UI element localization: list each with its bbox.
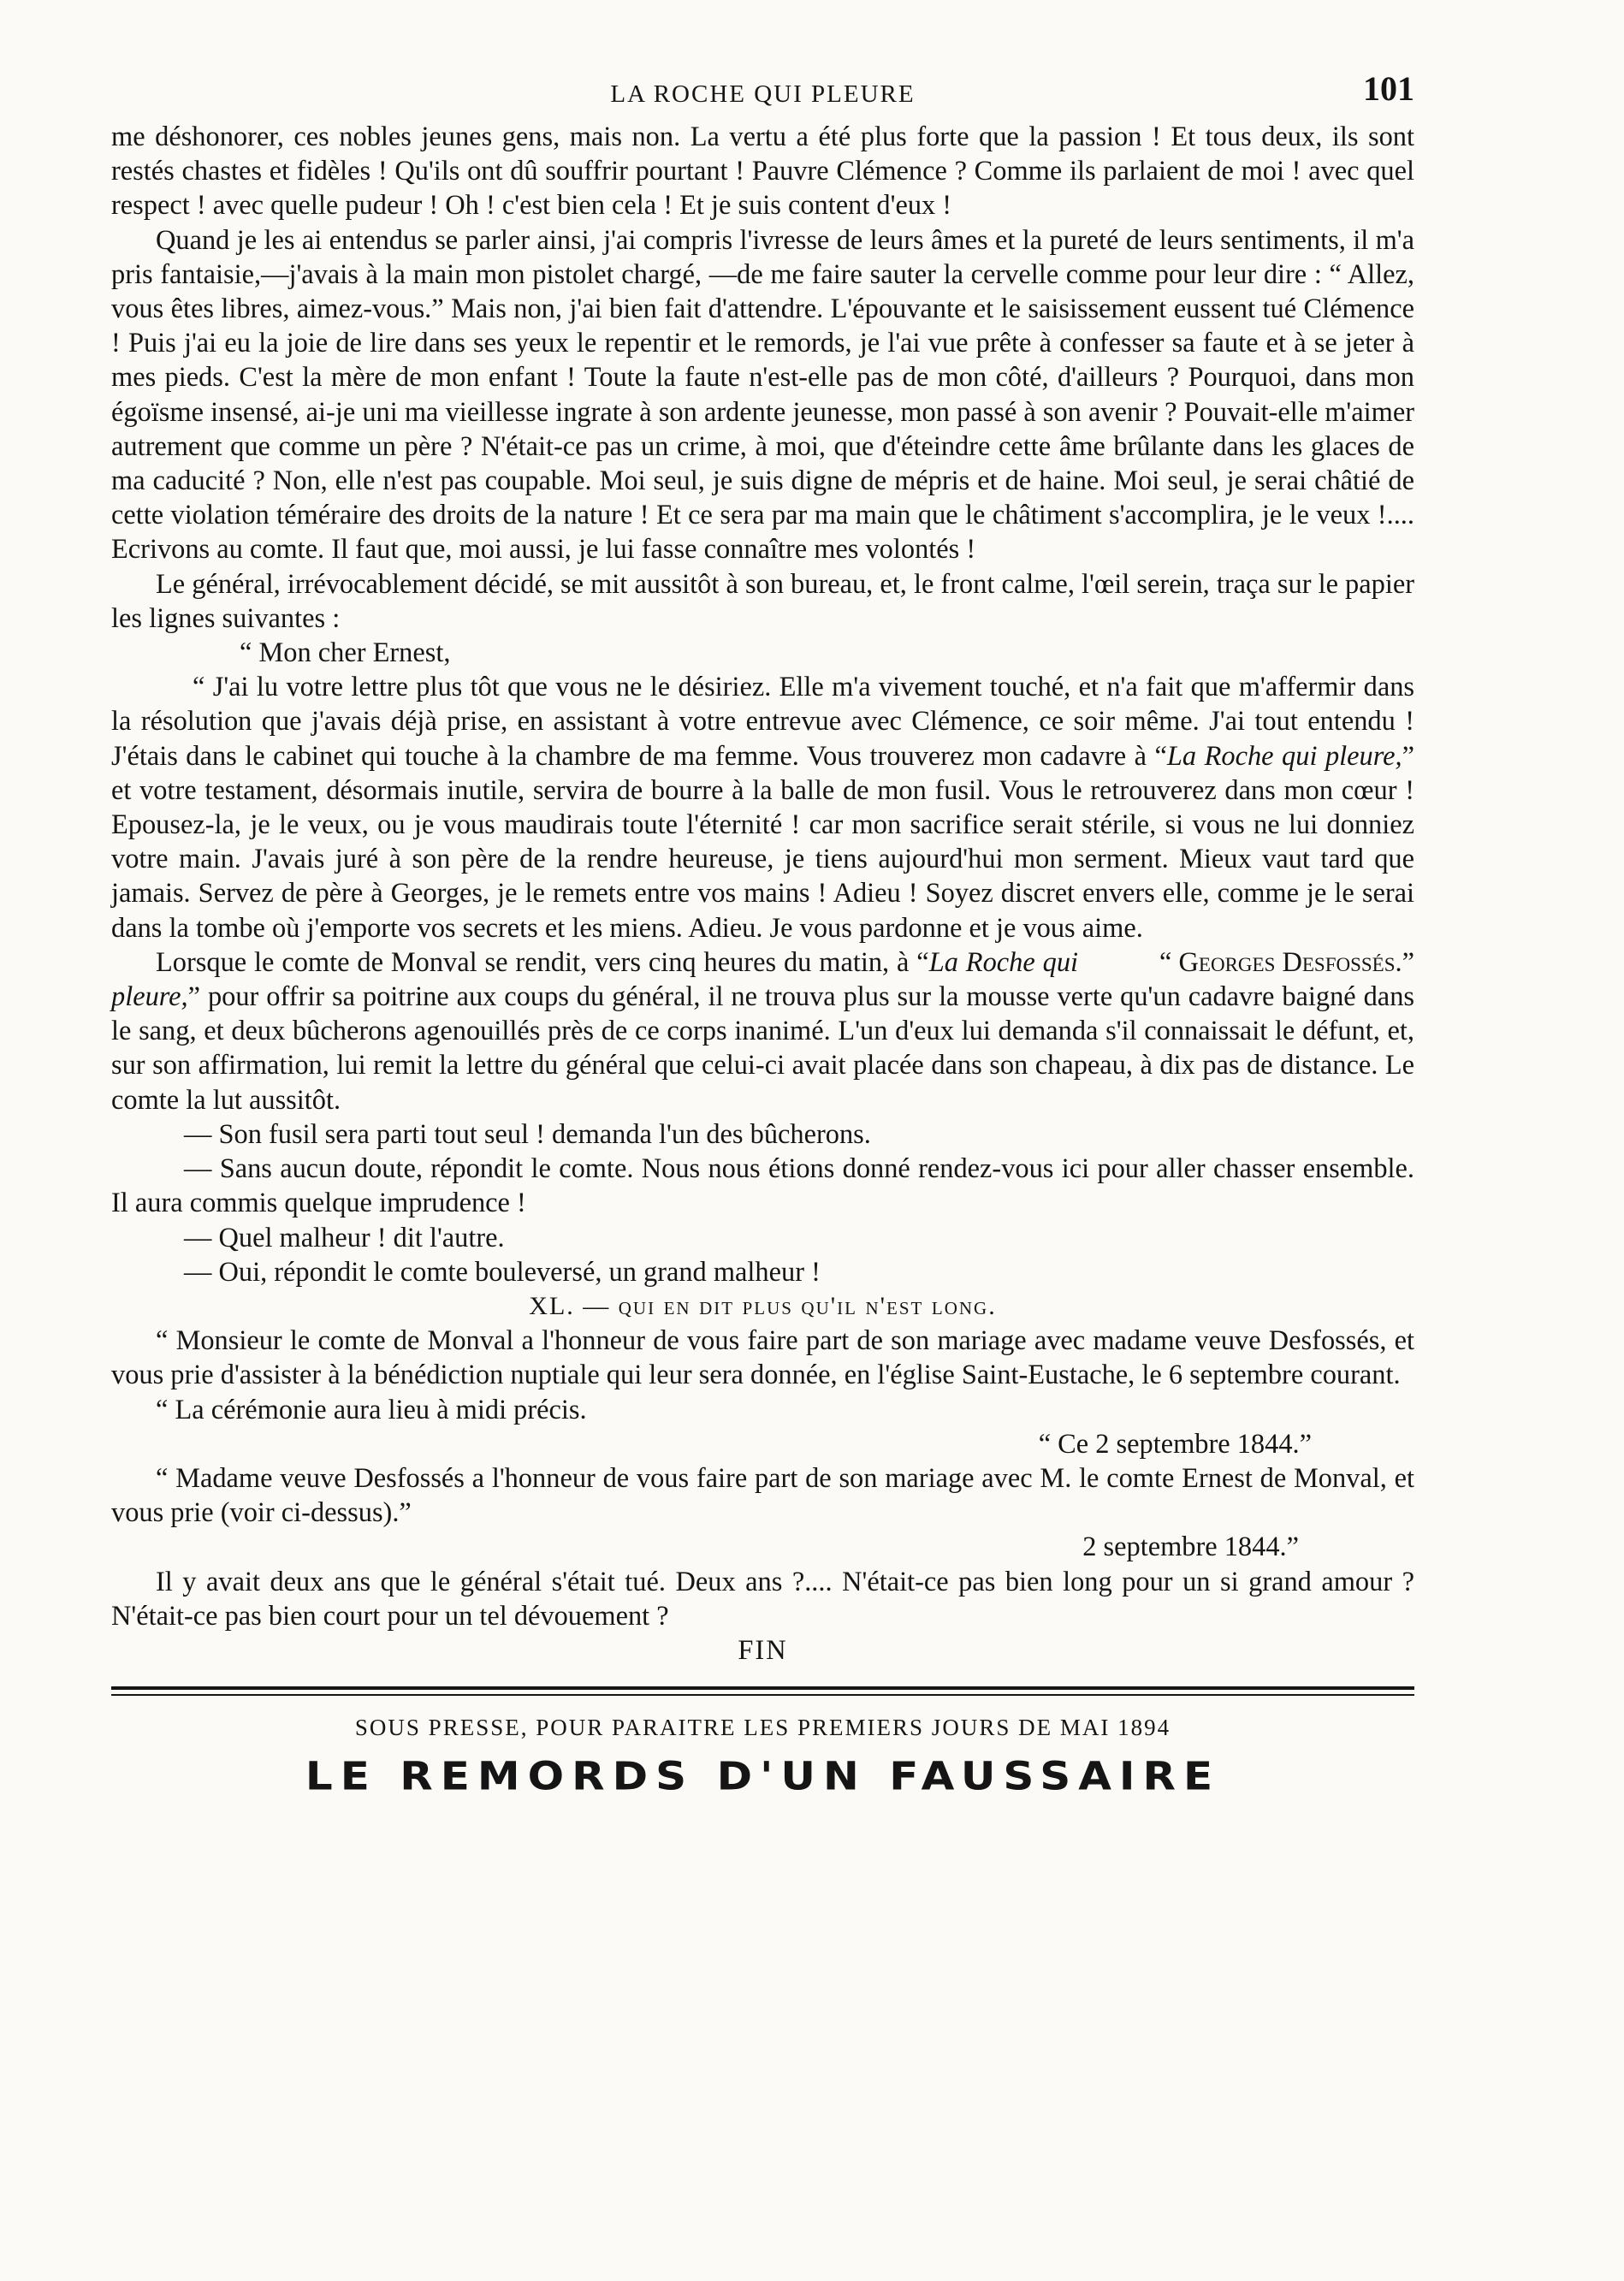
paragraph-3: Le général, irrévocablement décidé, se mit aussitôt à son bureau, et, le front calme, l'œil serein, traça sur le papier les lignes suivantes : <box>111 568 1414 634</box>
letter-text: “ J'ai lu votre lettre plus tôt que vous ne le désiriez. Elle m'a vivement touché, et n'a fait que m'affermir dans la résolution que j'avais déjà prise, en assistant à votre entrevue avec Clémence, ce soir même. J'ai tout entendu ! J'étais dans le cabinet qui touche à la chambre de ma femme. Vous trouverez mon cadavre à “ <box>111 672 1414 772</box>
dateline-2: 2 septembre 1844.” <box>1082 1532 1299 1563</box>
running-title: LA ROCHE QUI PLEURE <box>610 80 916 108</box>
announcement-1: “ Monsieur le comte de Monval a l'honneur de vous faire part de son mariage avec madame veuve Desfossés, et vous prie d'assister à la bénédiction nuptiale qui leur sera donnée, en l'église Saint-Eustache, le 6 septembre courant. <box>111 1325 1414 1391</box>
letter-signature: “ Georges Desfossés.” <box>1159 946 1414 978</box>
announcement-3: “ Madame veuve Desfossés a l'honneur de vous faire part de son mariage avec M. le comte Ernest de Monval, et vous prie (voir ci-dessus).” <box>111 1462 1414 1529</box>
closing-paragraph: Il y avait deux ans que le général s'était tué. Deux ans ?.... N'était-ce pas bien long pour un si grand amour ? N'était-ce pas bien court pour un tel dévouement ? <box>111 1566 1414 1632</box>
paragraph-4-place-name: La Roche qui pleure, <box>111 946 1079 1013</box>
double-rule-divider <box>111 1686 1414 1696</box>
dialogue-line-3: — Quel malheur ! dit l'autre. <box>184 1222 505 1253</box>
page-number: 101 <box>1363 69 1414 108</box>
next-book-title: LE REMORDS D'UN FAUSSAIRE <box>305 1754 1221 1799</box>
running-head <box>111 68 1414 120</box>
publication-announcement: SOUS PRESSE, POUR PARAITRE LES PREMIERS JOURS DE MAI 1894 <box>354 1715 1171 1741</box>
paragraph-4-end: ” pour offrir sa poitrine aux coups du général, il ne trouva plus sur la mousse verte qu'un cadavre baigné dans le sang, et deux bûcherons agenouillés près de ce corps inanimé. L'un d'eux lui demanda s'il connaissait le défunt, et, sur son affirmation, lui remit la lettre du général que celui-ci avait placée dans son chapeau, à dix pas de distance. Le comte la lut aussitôt. <box>111 981 1414 1116</box>
paragraph-2: Quand je les ai entendus se parler ainsi, j'ai compris l'ivresse de leurs âmes et la pureté de leurs sentiments, il m'a pris fantaisie,—j'avais à la main mon pistolet chargé, —de me faire sauter la cervelle comme pour leur dire : “ Allez, vous êtes libres, aimez-vous.” Mais non, j'ai bien fait d'attendre. L'épouvante et le saisissement eussent tué Clémence ! Puis j'ai eu la joie de lire dans ses yeux le repentir et le remords, je l'ai vue prête à confesser sa faute et à se jeter à mes pieds. C'est la mère de mon enfant ! Toute la faute n'est-elle pas de mon côté, d'ailleurs ? Pourquoi, dans mon égoïsme insensé, ai-je uni ma vieillesse ingrate à son ardente jeunesse, mon passé à son avenir ? Pouvait-elle m'aimer autrement que comme un père ? N'était-ce pas un crime, à moi, que d'éteindre cette âme brûlante dans les glaces de ma caducité ? Non, elle n'est pas coupable. Moi seul, je suis digne de mépris et de haine. Moi seul, je serai châtié de cette violation téméraire des droits de la nature ! Et ce sera par ma main que le châtiment s'accomplira, je le veux !.... Ecrivons au comte. Il faut que, moi aussi, je lui fasse connaître mes volontés ! <box>111 224 1414 566</box>
dialogue-line-1: — Son fusil sera parti tout seul ! demanda l'un des bûcherons. <box>184 1118 871 1150</box>
letter-salutation: “ Mon cher Ernest, <box>240 637 451 669</box>
letter-text-continued: ” et votre testament, désormais inutile, servira de bourre à la balle de mon fusil. Vous le retrouverez dans mon cœur ! Epousez-la, je le veux, ou je vous maudirais toute l'éternité ! car mon sacrifice serait stérile, si vous ne lui donniez votre main. J'avais juré à son père de la rendre heureuse, je tiens aujourd'hui mon serment. Mieux vaut tard que jamais. Servez de père à Georges, je le remets entre vos mains ! Adieu ! Soyez discret envers elle, comme je le serai dans la tombe où j'emporte vos secrets et les miens. Adieu. Je vous pardonne et je vous aime. <box>111 740 1414 944</box>
letter-place-name: La Roche qui pleure, <box>1166 740 1402 772</box>
paragraph-4-start: Lorsque le comte de Monval se rendit, vers cinq heures du matin, à “ <box>156 946 929 978</box>
body-text <box>111 120 1414 1668</box>
paragraph-1: me déshonorer, ces nobles jeunes gens, mais non. La vertu a été plus forte que la passion ! Et tous deux, ils sont restés chastes et fidèles ! Qu'ils ont dû souffrir pourtant ! Pauvre Clémence ? Comme ils parlaient de moi ! avec quel respect ! avec quelle pudeur ! Oh ! c'est bien cela ! Et je suis content d'eux ! <box>111 121 1414 222</box>
announcement-2: “ La cérémonie aura lieu à midi précis. <box>156 1394 587 1425</box>
chapter-heading: XL. — qui en dit plus qu'il n'est long. <box>529 1291 997 1320</box>
dialogue-line-4: — Oui, répondit le comte bouleversé, un grand malheur ! <box>184 1256 821 1288</box>
dateline-1: “ Ce 2 septembre 1844.” <box>1038 1428 1312 1460</box>
dialogue-line-2: — Sans aucun doute, répondit le comte. Nous nous étions donné rendez-vous ici pour aller chasser ensemble. Il aura commis quelque imprudence ! <box>111 1153 1414 1219</box>
fin-label: FIN <box>738 1634 788 1666</box>
